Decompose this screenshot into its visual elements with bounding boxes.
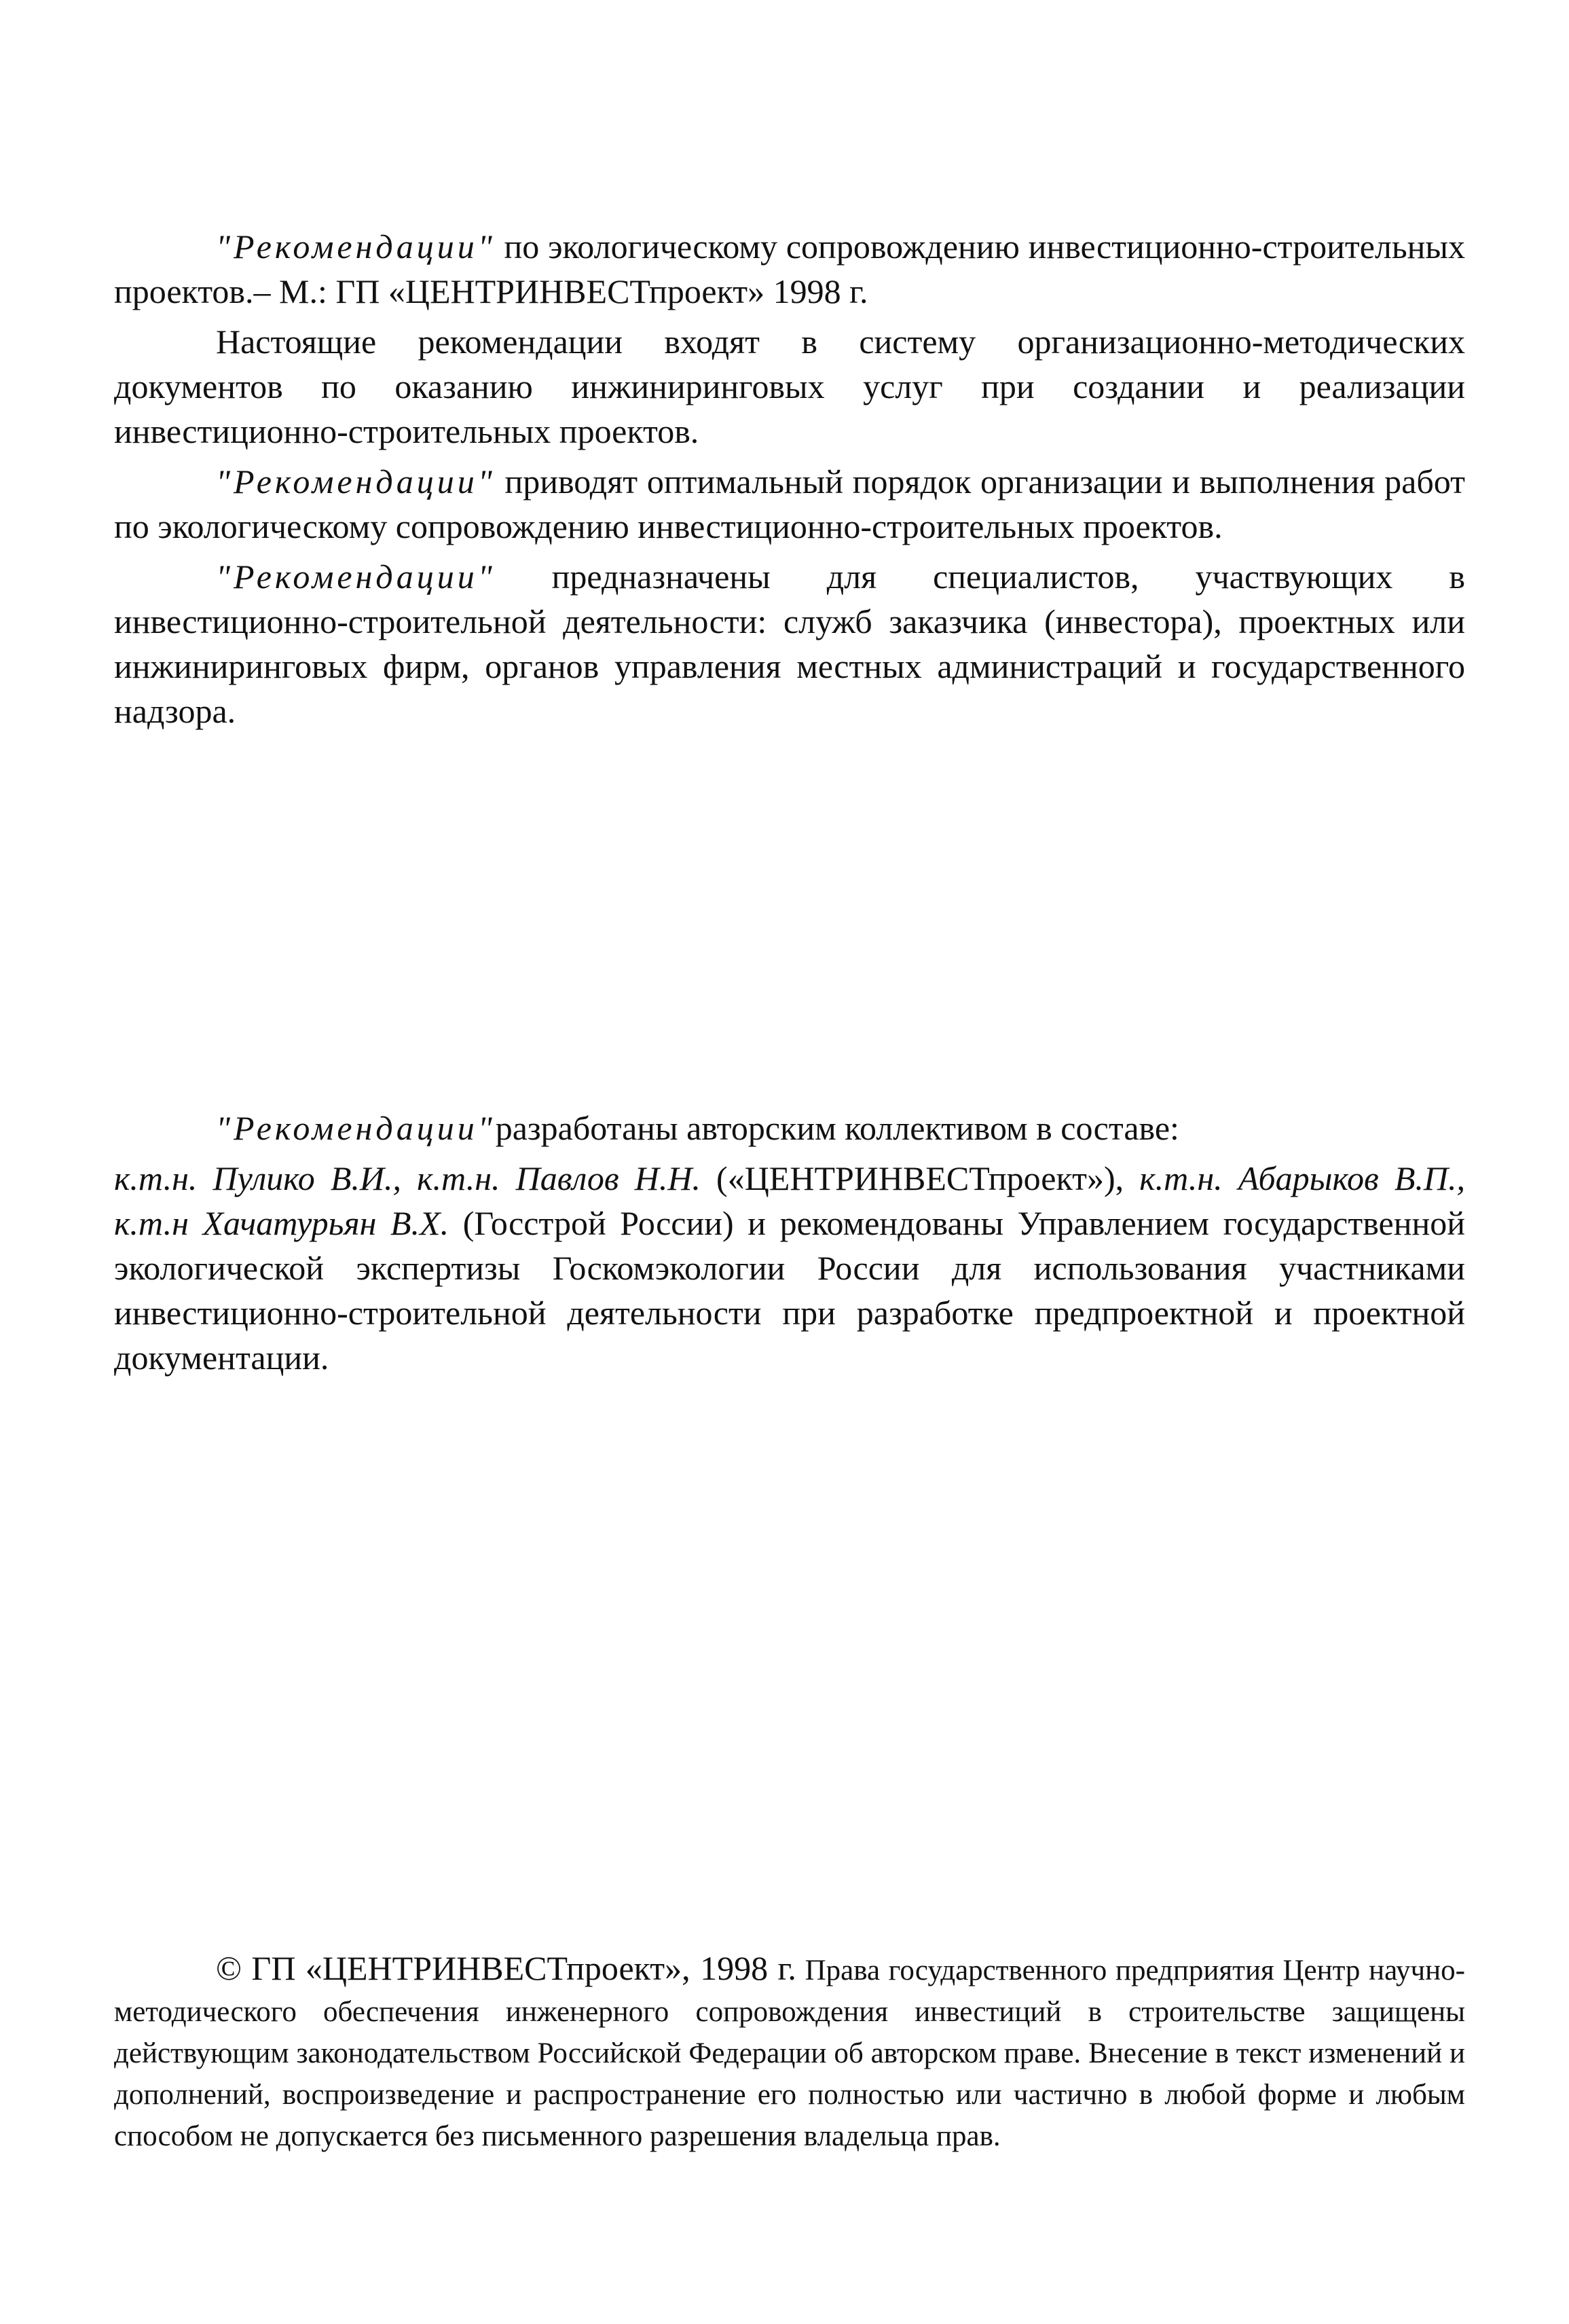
authors-heading [114,1106,1465,1150]
authors-org-1: («ЦЕНТРИНВЕСТпроект»), [700,1159,1140,1197]
intro-paragraph-system: Настоящие рекомендации входят в систему организационно-методических документов по оказанию инжиниринговых услуг при создании и реализации инвестиционно-строительных проектов. [114,323,1465,450]
bibliographic-text: по экологическому сопровождению инвестиционно-строительных проектов.– М.: ГП «ЦЕНТРИНВЕСТпроект» 1998 г. [114,228,1465,310]
copyright-paragraph [114,1948,1465,2157]
recommendations-title: "Рекомендации" [216,462,496,501]
copyright-section [114,1948,1465,2157]
recommendations-title: "Рекомендации" [216,558,496,596]
authors-recommendation-text: (Госстрой России) и рекомендованы Управлением государственной экологической экспертизы Госкомэкологии России для использования участниками инвестиционно-строительной деятельности при разработке предпроектной и проектной документации. [114,1204,1466,1377]
authors-paragraph [114,1156,1465,1380]
audience-text: предназначены для специалистов, участвующих в инвестиционно-строительной деятельности: служб заказчика (инвестора), проектных или инжиниринговых фирм, органов управления местных администраций и государственного надзора. [114,558,1465,730]
intro-paragraph-procedure [114,459,1465,549]
authors-section [114,1106,1465,1380]
authors-heading-text: разработаны авторским коллективом в составе: [495,1109,1179,1147]
recommendations-title: "Рекомендации" [216,228,496,266]
copyright-lead: © ГП «ЦЕНТРИНВЕСТпроект», 1998 г. [216,1949,796,1987]
authors-list-1: к.т.н. Пулико В.И., к.т.н. Павлов Н.Н. [114,1159,701,1197]
authors-list-2: к.т.н. Абарыков В.П., к.т.н Хачатурьян В.Х. [114,1159,1465,1242]
intro-paragraph-audience [114,554,1465,733]
copyright-text: Права государственного предприятия Центр научно-методического обеспечения инженерного сопровождения инвестиций в строительстве защищены действующим законодательством Российской Федерации об авторском праве. Внесение в текст изменений и дополнений, воспроизведение и распространение его полностью или частично в любой форме и любым способом не допускается без письменного разрешения владельца прав. [114,1955,1465,2152]
intro-section [114,224,1465,733]
recommendations-title: "Рекомендации" [216,1109,496,1147]
bibliographic-reference [114,224,1465,314]
procedure-text: приводят оптимальный порядок организации и выполнения работ по экологическому сопровождению инвестиционно-строительных проектов. [114,462,1465,545]
